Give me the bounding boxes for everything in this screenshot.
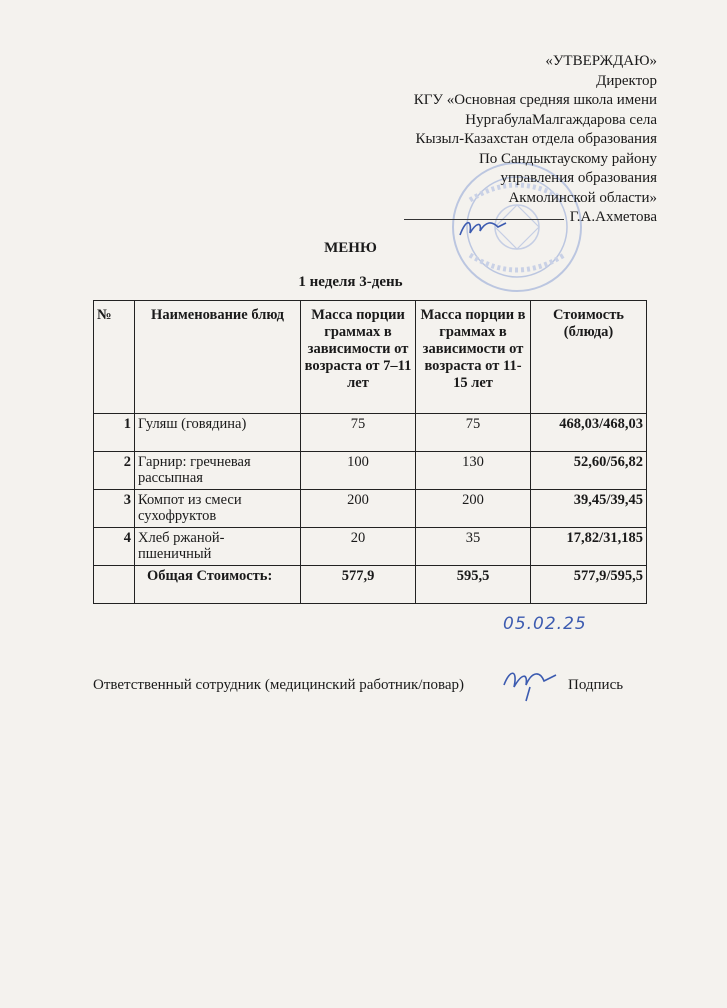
dish-cost: 468,03/468,03 <box>531 414 647 452</box>
header-number: № <box>94 301 135 414</box>
approval-block <box>404 52 657 228</box>
row-number: 1 <box>94 414 135 452</box>
page-subtitle: 1 неделя 3-день <box>298 274 403 290</box>
director-signature <box>458 215 508 241</box>
mass-11-15: 130 <box>416 452 531 490</box>
approval-line: По Сандыктаускому району <box>478 150 657 167</box>
signer-name: Г.А.Ахметова <box>569 209 657 225</box>
approval-line: КГУ «Основная средняя школа имени <box>413 92 657 108</box>
signer-row <box>404 208 657 228</box>
table-header-row <box>94 301 647 414</box>
dish-name: Хлеб ржаной-пшеничный <box>135 528 301 566</box>
table-row <box>94 528 647 566</box>
total-mass-7-11: 577,9 <box>301 566 416 604</box>
table-row <box>94 452 647 490</box>
total-empty-cell <box>94 566 135 604</box>
approval-line: Директор <box>596 72 657 89</box>
mass-7-11: 20 <box>301 528 416 566</box>
responsible-signature <box>500 663 560 703</box>
dish-name: Компот из смеси сухофруктов <box>135 490 301 528</box>
dish-name: Гуляш (говядина) <box>135 414 301 452</box>
row-number: 4 <box>94 528 135 566</box>
total-label: Общая Стоимость: <box>135 566 301 604</box>
responsible-person: Ответственный сотрудник (медицинский работник/повар) <box>93 677 464 693</box>
total-cost: 577,9/595,5 <box>531 566 647 604</box>
signature-label: Подпись <box>568 677 624 693</box>
dish-name: Гарнир: гречневая рассыпная <box>135 452 301 490</box>
header-dish-name: Наименование блюд <box>135 301 301 414</box>
row-number: 3 <box>94 490 135 528</box>
dish-cost: 17,82/31,185 <box>531 528 647 566</box>
mass-11-15: 75 <box>416 414 531 452</box>
dish-cost: 39,45/39,45 <box>531 490 647 528</box>
handwritten-date: 05.02.25 <box>503 614 587 634</box>
approval-line: Акмолинской области» <box>508 189 657 206</box>
dish-cost: 52,60/56,82 <box>531 452 647 490</box>
table-row <box>94 414 647 452</box>
header-mass-7-11: Масса порции граммах в зависимости от возраста от 7–11 лет <box>301 301 416 414</box>
approval-line: НургабулаМалгаждарова села <box>465 111 657 128</box>
row-number: 2 <box>94 452 135 490</box>
mass-11-15: 35 <box>416 528 531 566</box>
table-row <box>94 490 647 528</box>
total-row <box>94 566 647 604</box>
header-cost: Стоимость (блюда) <box>531 301 647 414</box>
header-mass-11-15: Масса порции в граммах в зависимости от возраста от 11-15 лет <box>416 301 531 414</box>
mass-7-11: 200 <box>301 490 416 528</box>
mass-7-11: 75 <box>301 414 416 452</box>
menu-table <box>93 300 647 604</box>
mass-11-15: 200 <box>416 490 531 528</box>
approval-line: управления образования <box>500 170 657 186</box>
approval-line: «УТВЕРЖДАЮ» <box>545 53 657 69</box>
page-title: МЕНЮ <box>324 240 377 256</box>
approval-line: Кызыл-Казахстан отдела образования <box>415 131 657 147</box>
mass-7-11: 100 <box>301 452 416 490</box>
total-mass-11-15: 595,5 <box>416 566 531 604</box>
